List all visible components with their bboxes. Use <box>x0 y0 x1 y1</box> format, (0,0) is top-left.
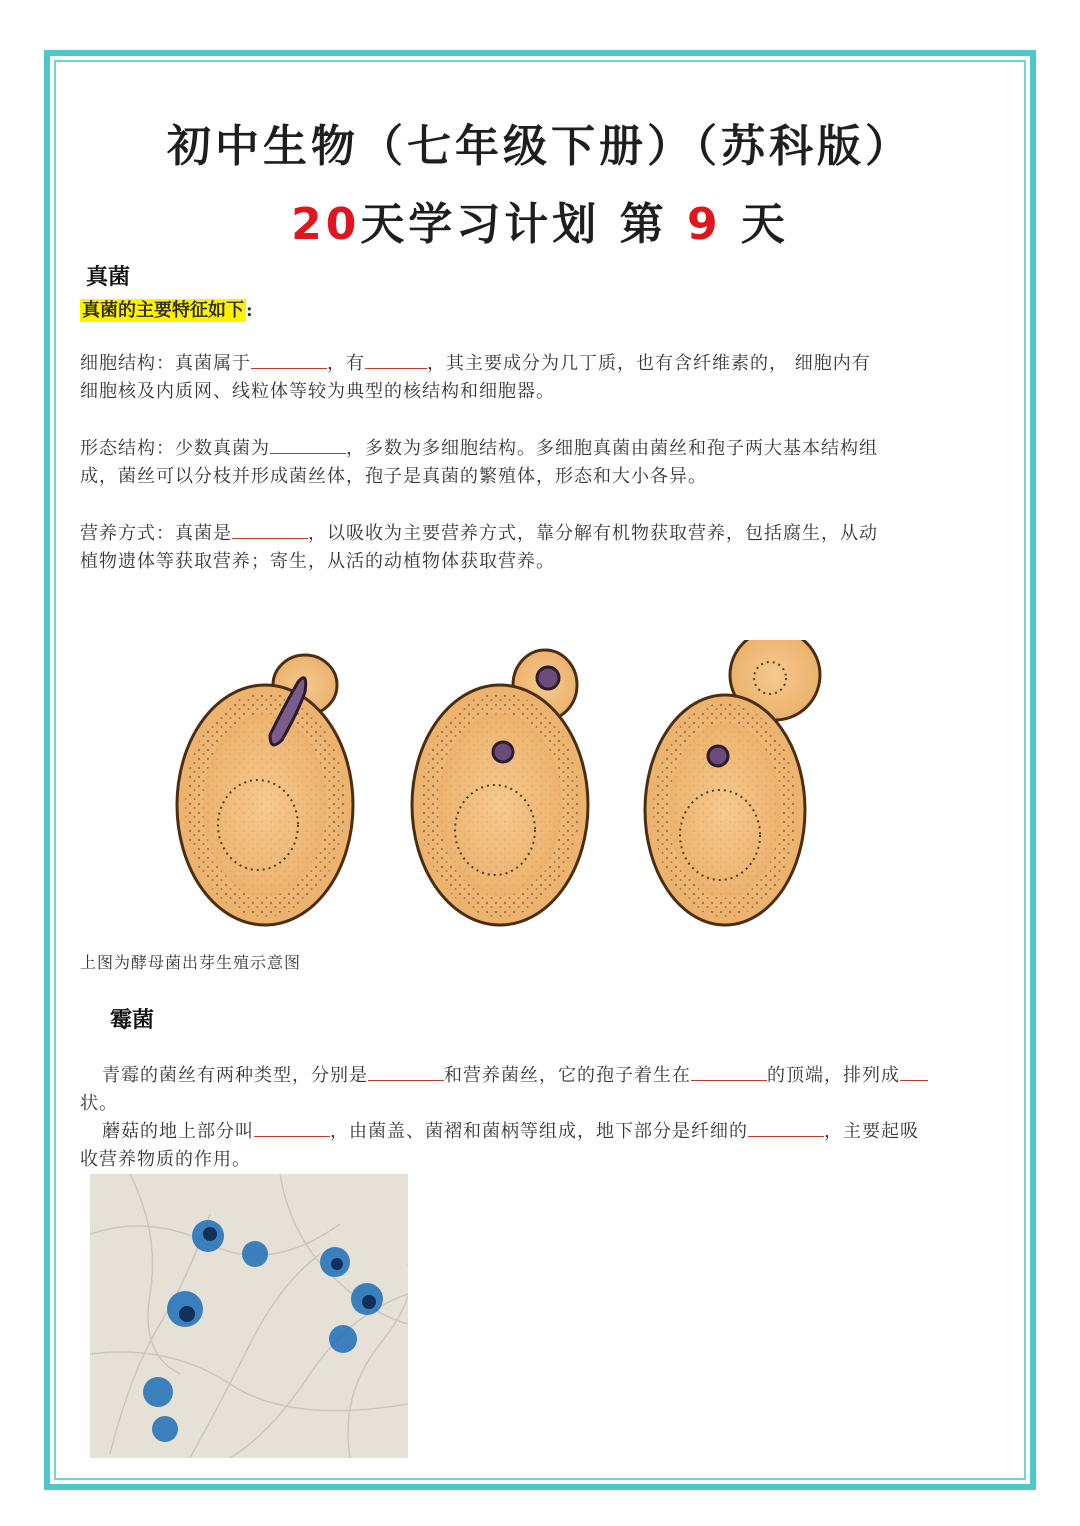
fill-blank[interactable] <box>368 1062 444 1081</box>
fill-blank[interactable] <box>365 350 427 369</box>
paragraph-cell-structure <box>80 350 1000 406</box>
page-subtitle <box>0 188 1080 252</box>
text-fragment: 收营养物质的作用。 <box>80 1149 251 1170</box>
text-fragment: ，以吸收为主要营养方式，靠分解有机物获取营养，包括腐生，从动 <box>308 523 878 544</box>
fungi-features-intro <box>80 296 253 322</box>
text-fragment: 形态结构：少数真菌为 <box>80 438 270 459</box>
fill-blank[interactable] <box>251 350 327 369</box>
text-fragment: 成，菌丝可以分枝并形成菌丝体，孢子是真菌的繁殖体，形态和大小各异。 <box>80 466 707 487</box>
paragraph-morphology <box>80 435 1000 491</box>
colon-text: : <box>246 300 253 321</box>
text-fragment: ，其主要成分为几丁质，也有含纤维素的， 细胞内有 <box>427 353 871 374</box>
page-title: 初中生物（七年级下册）（苏科版） <box>167 121 913 172</box>
yeast-budding-illustration <box>170 640 840 930</box>
text-fragment: 状。 <box>80 1093 118 1114</box>
text-fragment: ，有 <box>327 353 365 374</box>
fill-blank[interactable] <box>254 1118 330 1137</box>
fill-blank[interactable] <box>748 1118 824 1137</box>
fill-blank[interactable] <box>900 1062 928 1081</box>
penicillium-micrograph <box>90 1174 408 1458</box>
text-fragment: 植物遗体等获取营养；寄生，从活的动植物体获取营养。 <box>80 551 555 572</box>
text-fragment: ，主要起吸 <box>824 1121 919 1142</box>
text-fragment: ，多数为多细胞结构。多细胞真菌由菌丝和孢子两大基本结构组 <box>346 438 878 459</box>
day-number: 9 <box>686 199 722 250</box>
highlighted-text: 真菌的主要特征如下 <box>82 300 244 321</box>
fill-blank[interactable] <box>270 435 346 454</box>
text-fragment: 蘑菇的地上部分叫 <box>102 1121 254 1142</box>
text-fragment: 细胞结构：真菌属于 <box>80 353 251 374</box>
paragraph-penicillium <box>80 1062 1025 1118</box>
yeast-cell-3 <box>645 640 820 925</box>
plan-title-end: 天 <box>740 199 789 250</box>
text-fragment: 和营养菌丝，它的孢子着生在 <box>444 1065 691 1086</box>
text-fragment: ，由菌盖、菌褶和菌柄等组成，地下部分是纤细的 <box>330 1121 748 1142</box>
fill-blank[interactable] <box>232 520 308 539</box>
text-fragment: 青霉的菌丝有两种类型，分别是 <box>102 1065 368 1086</box>
plan-days-number: 20 <box>291 199 361 250</box>
yeast-cell-1 <box>177 655 353 925</box>
paragraph-mushroom <box>80 1118 1025 1174</box>
yeast-cell-2 <box>412 650 588 925</box>
fill-blank[interactable] <box>691 1062 767 1081</box>
section-heading-fungi: 真菌 <box>86 264 131 290</box>
text-fragment: 营养方式：真菌是 <box>80 523 232 544</box>
text-fragment: 的顶端，排列成 <box>767 1065 900 1086</box>
section-heading-mold: 霉菌 <box>110 1007 155 1033</box>
figure-caption: 上图为酵母菌出芽生殖示意图 <box>80 953 302 972</box>
paragraph-nutrition <box>80 520 1000 576</box>
text-fragment: 细胞核及内质网、线粒体等较为典型的核结构和细胞器。 <box>80 381 555 402</box>
plan-title-text: 天学习计划 第 <box>360 199 668 250</box>
